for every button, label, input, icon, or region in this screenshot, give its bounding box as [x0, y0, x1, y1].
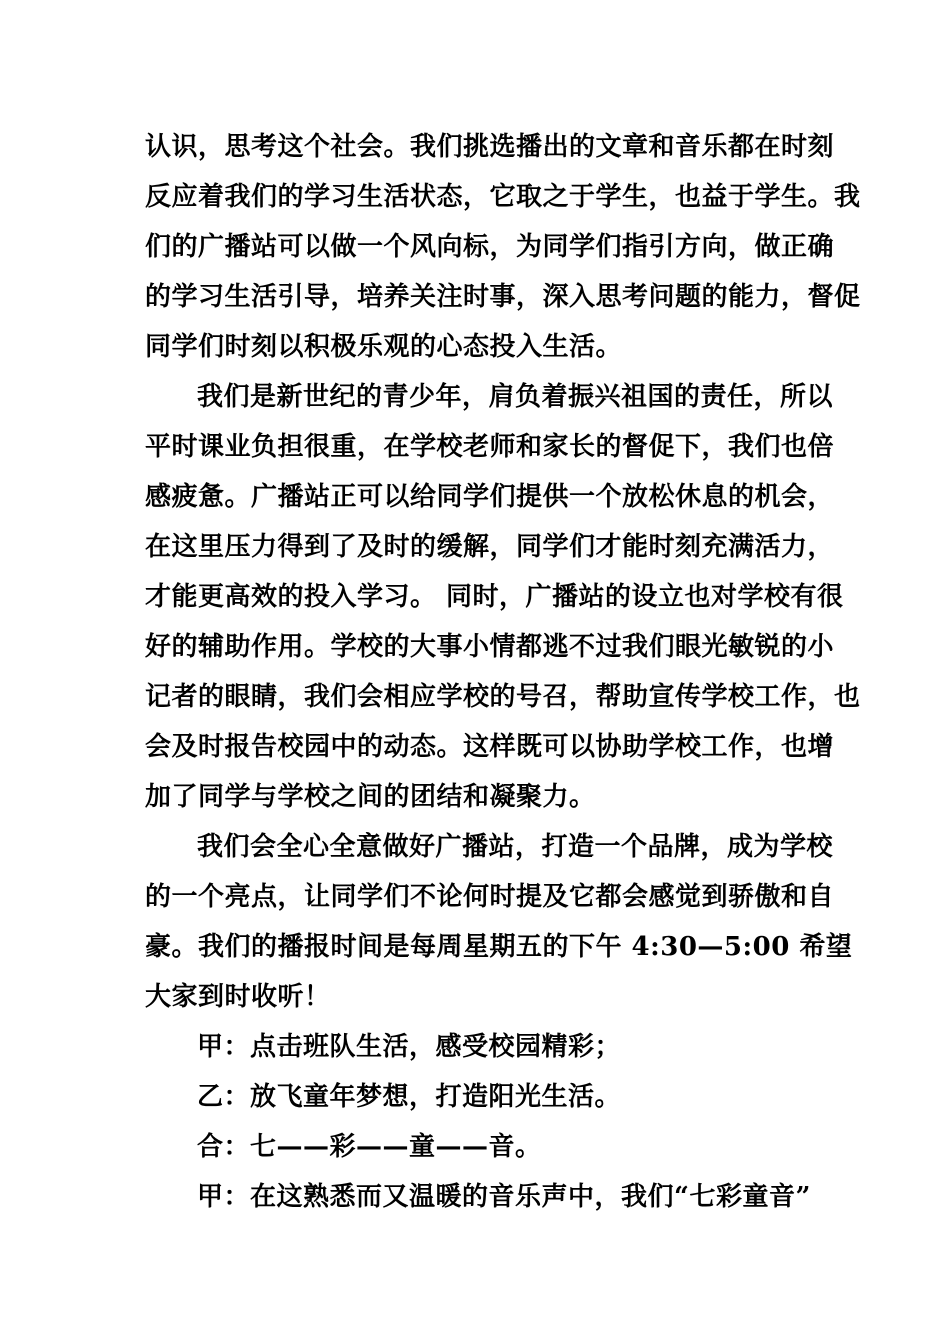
text-line: 加了同学与学校之间的团结和凝聚力。 [145, 782, 596, 812]
text-line: 同学们时刻以积极乐观的心态投入生活。 [145, 332, 623, 362]
text-line: 在这里压力得到了及时的缓解，同学们才能时刻充满活力， [145, 532, 835, 562]
text-line: 好的辅助作用。学校的大事小情都逃不过我们眼光敏锐的小 [145, 632, 835, 662]
text-line: 的一个亮点，让同学们不论何时提及它都会感觉到骄傲和自 [145, 882, 835, 912]
text-line: 甲：点击班队生活，感受校园精彩； [197, 1032, 622, 1062]
text-line: 反应着我们的学习生活状态，它取之于学生，也益于学生。我 [145, 182, 861, 212]
text-line: 平时课业负担很重，在学校老师和家长的督促下，我们也倍 [145, 432, 835, 462]
document-body [145, 122, 861, 1222]
text-line: 才能更高效的投入学习。 同时，广播站的设立也对学校有很 [145, 582, 844, 612]
text-line: 会及时报告校园中的动态。这样既可以协助学校工作，也增 [145, 732, 835, 762]
text-line: 乙：放飞童年梦想，打造阳光生活。 [197, 1082, 622, 1112]
text-line: 认识，思考这个社会。我们挑选播出的文章和音乐都在时刻 [145, 132, 835, 162]
text-line: 甲：在这熟悉而又温暖的音乐声中，我们“七彩童音” [197, 1182, 811, 1212]
text-line: 我们会全心全意做好广播站，打造一个品牌，成为学校 [197, 832, 834, 862]
text-line: 感疲惫。广播站正可以给同学们提供一个放松休息的机会， [145, 482, 835, 512]
text-line: 的学习生活引导，培养关注时事，深入思考问题的能力，督促 [145, 282, 861, 312]
text-line: 们的广播站可以做一个风向标，为同学们指引方向，做正确 [145, 232, 835, 262]
text-line: 合：七——彩——童——音。 [197, 1132, 542, 1162]
text-line: 我们是新世纪的青少年，肩负着振兴祖国的责任，所以 [197, 382, 834, 412]
text-line: 豪。我们的播报时间是每周星期五的下午 4:30—5:00 希望 [145, 932, 853, 962]
text-line: 记者的眼睛，我们会相应学校的号召，帮助宣传学校工作，也 [145, 682, 861, 712]
text-line: 大家到时收听！ [145, 982, 331, 1012]
